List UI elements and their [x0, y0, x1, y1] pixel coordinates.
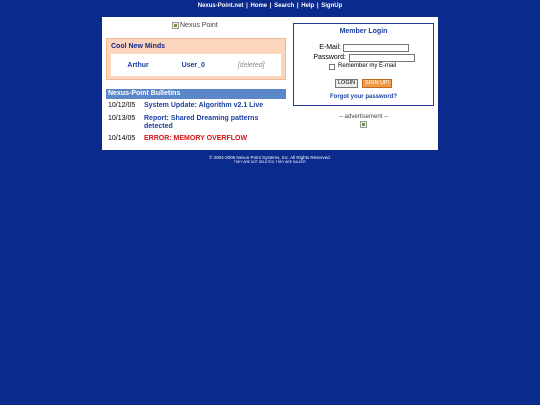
nav-separator: |	[316, 3, 319, 9]
bulletin-error-link[interactable]: ERROR: MEMORY OVERFLOW	[144, 135, 248, 142]
broken-image-icon[interactable]	[360, 121, 367, 128]
nav-separator: |	[296, 3, 299, 9]
main-panel	[102, 17, 438, 150]
mind-user-user0[interactable]: User_0	[181, 61, 205, 69]
nav-link-help[interactable]: Help	[301, 3, 315, 9]
nav-link-signup[interactable]: SignUp	[321, 3, 343, 9]
bulletin-link[interactable]: System Update: Algorithm v2.1 Live	[144, 102, 264, 109]
bulletin-item	[108, 135, 284, 143]
bulletin-date: 10/12/05	[108, 102, 136, 109]
cool-new-minds-list	[111, 54, 281, 76]
member-login-box	[293, 23, 434, 106]
nav-link-home[interactable]: Home	[250, 3, 268, 9]
nav-separator: |	[269, 3, 272, 9]
bulletin-item	[108, 115, 284, 131]
bulletins-header: Nexus-Point Bulletins	[106, 89, 286, 99]
broken-image-icon	[172, 22, 179, 29]
signup-button[interactable]: SIGN UP!	[362, 79, 392, 88]
password-label: Password:	[313, 54, 346, 61]
footer-tagline: THEY ARE NOT DELETED. THEY ARE SALEEP.	[233, 160, 307, 164]
advertisement	[293, 114, 434, 130]
nav-link-site[interactable]: Nexus-Point.net	[197, 3, 244, 9]
footer-copyright: © 2004-2005 Nexus-Point Systems, Inc. All Rights Reserved.	[209, 155, 331, 160]
bulletin-item	[108, 102, 284, 110]
bulletin-date: 10/13/05	[108, 115, 136, 122]
nav-separator: |	[246, 3, 248, 9]
bulletin-link[interactable]: Report: Shared Dreaming patterns detected	[144, 115, 259, 130]
remember-checkbox[interactable]	[329, 64, 335, 70]
cool-new-minds-title: Cool New Minds	[111, 43, 166, 50]
logo-alt-text: Nexus Point	[180, 22, 218, 29]
footer	[0, 155, 540, 164]
site-logo[interactable]	[172, 22, 218, 29]
mind-user-arthur[interactable]: Arthur	[127, 61, 149, 69]
remember-label: Remember my E-mail	[338, 63, 397, 69]
email-label: E-Mail:	[319, 44, 341, 51]
login-title: Member Login	[339, 28, 388, 35]
top-navigation	[0, 3, 540, 9]
email-field[interactable]	[343, 44, 409, 52]
bulletin-date: 10/14/05	[108, 135, 136, 142]
login-button[interactable]: LOGIN	[335, 79, 358, 88]
forgot-password-link[interactable]: Forgot your password?	[329, 94, 397, 100]
nav-link-search[interactable]: Search	[274, 3, 295, 9]
mind-deleted-label: [deleted]	[237, 61, 265, 69]
password-field[interactable]	[349, 54, 415, 62]
cool-new-minds-box	[106, 38, 286, 80]
advertisement-label: -- advertisement --	[338, 114, 388, 120]
